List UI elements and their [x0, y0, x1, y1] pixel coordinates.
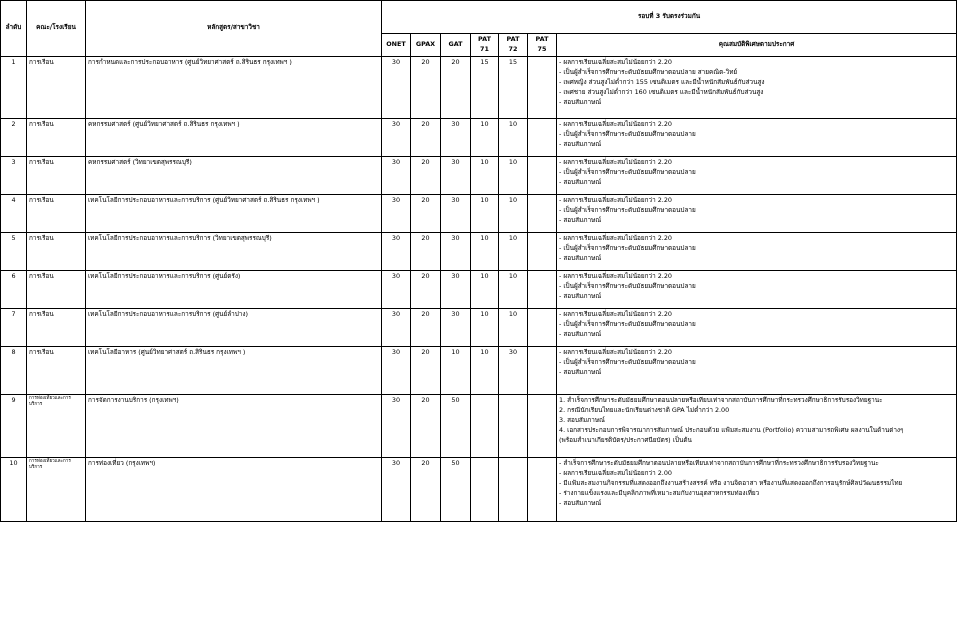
requirement-line: - ร่างกายแข็งแรงและมีบุคลิกภาพที่เหมาะสมกับงานอุตสาหกรรมท่องเที่ยว — [559, 488, 760, 497]
row-score-cell — [528, 457, 557, 521]
row-program: คหกรรมศาสตร์ (วิทยาเขตสุพรรณบุรี) — [86, 156, 382, 194]
row-score-cell — [528, 194, 557, 232]
row-requirements — [557, 394, 957, 457]
requirement-line: - เป็นผู้สำเร็จการศึกษาระดับมัธยมศึกษาตอนปลาย — [559, 205, 696, 214]
table-row — [1, 394, 957, 457]
requirement-line: - สอบสัมภาษณ์ — [559, 215, 602, 224]
row-requirements — [557, 457, 957, 521]
row-score-cell: 20 — [411, 346, 441, 394]
row-requirements — [557, 156, 957, 194]
row-requirements — [557, 270, 957, 308]
requirement-line: - สอบสัมภาษณ์ — [559, 329, 602, 338]
row-faculty: การเรือน — [27, 56, 86, 118]
row-score-cell: 30 — [382, 394, 411, 457]
row-score-cell: 30 — [382, 346, 411, 394]
row-score-cell: 10 — [499, 194, 528, 232]
row-number: 6 — [1, 270, 27, 308]
requirement-line: - เป็นผู้สำเร็จการศึกษาระดับมัธยมศึกษาตอนปลาย — [559, 167, 696, 176]
row-score-cell: 10 — [441, 346, 471, 394]
table-row — [1, 56, 957, 118]
requirement-line: - เพศหญิง ส่วนสูงไม่ต่ำกว่า 155 เซนติเมตร และมีน้ำหนักสัมพันธ์กับส่วนสูง — [559, 77, 765, 86]
requirement-line: - สอบสัมภาษณ์ — [559, 177, 602, 186]
requirement-line: - เป็นผู้สำเร็จการศึกษาระดับมัธยมศึกษาตอนปลาย สายคณิต-วิทย์ — [559, 67, 738, 76]
row-score-cell: 30 — [382, 270, 411, 308]
requirement-line: - สอบสัมภาษณ์ — [559, 291, 602, 300]
table-row — [1, 194, 957, 232]
row-score-cell — [528, 118, 557, 156]
header-no: ลำดับ — [1, 1, 27, 57]
row-score-cell: 30 — [382, 194, 411, 232]
requirement-line: - เป็นผู้สำเร็จการศึกษาระดับมัธยมศึกษาตอนปลาย — [559, 281, 696, 290]
requirement-line: - เป็นผู้สำเร็จการศึกษาระดับมัธยมศึกษาตอนปลาย — [559, 129, 696, 138]
row-number: 7 — [1, 308, 27, 346]
header-score-gpax: GPAX — [411, 34, 441, 57]
row-score-cell: 20 — [411, 156, 441, 194]
row-faculty: การเรือน — [27, 156, 86, 194]
row-requirements — [557, 346, 957, 394]
row-score-cell: 10 — [499, 270, 528, 308]
row-number: 3 — [1, 156, 27, 194]
row-score-cell: 30 — [441, 118, 471, 156]
row-score-cell: 10 — [499, 308, 528, 346]
header-program: หลักสูตร/สาขาวิชา — [86, 1, 382, 57]
header-score-onet: ONET — [382, 34, 411, 57]
row-score-cell — [528, 156, 557, 194]
row-score-cell: 30 — [382, 457, 411, 521]
row-score-cell: 30 — [382, 232, 411, 270]
row-program: การท่องเที่ยว (กรุงเทพฯ) — [86, 457, 382, 521]
row-score-cell: 20 — [411, 270, 441, 308]
requirement-line: - สอบสัมภาษณ์ — [559, 97, 602, 106]
requirement-line: - ผลการเรียนเฉลี่ยสะสมไม่น้อยกว่า 2.20 — [559, 271, 672, 280]
header-requirements: คุณสมบัติพิเศษตามประกาศ — [557, 34, 957, 57]
row-score-cell: 30 — [382, 118, 411, 156]
row-score-cell: 30 — [382, 156, 411, 194]
table-row — [1, 118, 957, 156]
row-program: เทคโนโลยีการประกอบอาหารและการบริการ (ศูนย์วิทยาศาสตร์ ถ.สิรินธร กรุงเทพฯ ) — [86, 194, 382, 232]
row-program: เทคโนโลยีการประกอบอาหารและการบริการ (ศูนย์ลำปาง) — [86, 308, 382, 346]
table-row — [1, 346, 957, 394]
requirement-line: - เป็นผู้สำเร็จการศึกษาระดับมัธยมศึกษาตอนปลาย — [559, 319, 696, 328]
row-number: 8 — [1, 346, 27, 394]
header-score-gat: GAT — [441, 34, 471, 57]
table-row — [1, 232, 957, 270]
requirement-line: - ผลการเรียนเฉลี่ยสะสมไม่น้อยกว่า 2.20 — [559, 119, 672, 128]
row-score-cell: 15 — [471, 56, 499, 118]
row-score-cell — [528, 56, 557, 118]
row-score-cell — [528, 270, 557, 308]
row-requirements — [557, 194, 957, 232]
row-number: 10 — [1, 457, 27, 521]
requirement-line: - ผลการเรียนเฉลี่ยสะสมไม่น้อยกว่า 2.00 — [559, 468, 672, 477]
row-score-cell: 10 — [499, 156, 528, 194]
row-score-cell — [471, 457, 499, 521]
row-score-cell: 10 — [471, 346, 499, 394]
requirement-line: - ผลการเรียนเฉลี่ยสะสมไม่น้อยกว่า 2.20 — [559, 309, 672, 318]
row-score-cell: 20 — [411, 194, 441, 232]
row-score-cell: 10 — [499, 118, 528, 156]
row-score-cell: 10 — [471, 156, 499, 194]
requirement-line: 4. เอกสารประกอบการพิจารณาการสัมภาษณ์ ประกอบด้วย แฟ้มสะสมงาน (Portfolio) ความสามารถพิเศษ ผลงานในด้านต่างๆ — [559, 425, 904, 434]
table-row — [1, 308, 957, 346]
requirement-line: - ผลการเรียนเฉลี่ยสะสมไม่น้อยกว่า 2.20 — [559, 157, 672, 166]
row-program: เทคโนโลยีการประกอบอาหารและการบริการ (วิทยาเขตสุพรรณบุรี) — [86, 232, 382, 270]
row-score-cell — [528, 394, 557, 457]
row-score-cell: 10 — [471, 270, 499, 308]
requirement-line: 2. กรณีนักเรียนไทยและนักเรียนต่างชาติ GPA ไม่ต่ำกว่า 2.00 — [559, 405, 730, 414]
requirement-line: 3. สอบสัมภาษณ์ — [559, 415, 605, 424]
header-score-pat72: PAT 72 — [499, 34, 528, 57]
row-faculty: การเรือน — [27, 118, 86, 156]
row-faculty: การท่องเที่ยวและการบริการ — [27, 457, 86, 521]
row-score-cell: 30 — [441, 308, 471, 346]
row-score-cell — [528, 346, 557, 394]
table-row — [1, 156, 957, 194]
row-requirements — [557, 232, 957, 270]
row-score-cell: 30 — [382, 56, 411, 118]
row-number: 5 — [1, 232, 27, 270]
row-faculty: การเรือน — [27, 232, 86, 270]
row-score-cell: 15 — [499, 56, 528, 118]
table-row — [1, 457, 957, 521]
row-requirements — [557, 308, 957, 346]
row-score-cell — [528, 232, 557, 270]
row-score-cell: 50 — [441, 394, 471, 457]
requirement-line: (พร้อมสำเนาเกียรติบัตร/ประกาศนียบัตร) เป็นต้น — [559, 435, 692, 444]
row-score-cell — [471, 394, 499, 457]
header-round-title: รอบที่ 3 รับตรงร่วมกัน — [382, 1, 957, 34]
row-number: 9 — [1, 394, 27, 457]
requirement-line: - สำเร็จการศึกษาระดับมัธยมศึกษาตอนปลายหรือเทียบเท่าจากสถาบันการศึกษาที่กระทรวงศึกษาธิการรับรองวิทยฐานะ — [559, 458, 879, 467]
row-score-cell: 30 — [441, 194, 471, 232]
header-score-pat75: PAT 75 — [528, 34, 557, 57]
row-score-cell: 20 — [411, 232, 441, 270]
row-number: 4 — [1, 194, 27, 232]
row-program: การกำหนดและการประกอบอาหาร (ศูนย์วิทยาศาสตร์ ถ.สิรินธร กรุงเทพฯ ) — [86, 56, 382, 118]
row-faculty: การเรือน — [27, 194, 86, 232]
requirement-line: - สอบสัมภาษณ์ — [559, 139, 602, 148]
row-requirements — [557, 118, 957, 156]
row-score-cell: 50 — [441, 457, 471, 521]
requirement-line: 1. สำเร็จการศึกษาระดับมัธยมศึกษาตอนปลายหรือเทียบเท่าจากสถาบันการศึกษาที่กระทรวงศึกษาธิการรับรองวิทยฐานะ — [559, 395, 883, 404]
row-score-cell: 10 — [471, 232, 499, 270]
row-program: เทคโนโลยีการประกอบอาหารและการบริการ (ศูนย์ตรัง) — [86, 270, 382, 308]
row-score-cell: 10 — [471, 308, 499, 346]
row-number: 1 — [1, 56, 27, 118]
row-faculty: การเรือน — [27, 270, 86, 308]
row-score-cell — [528, 308, 557, 346]
row-score-cell: 30 — [499, 346, 528, 394]
row-score-cell: 20 — [411, 308, 441, 346]
row-score-cell: 10 — [471, 118, 499, 156]
row-score-cell: 30 — [441, 232, 471, 270]
requirement-line: - สอบสัมภาษณ์ — [559, 253, 602, 262]
table-row — [1, 270, 957, 308]
row-faculty: การเรือน — [27, 308, 86, 346]
requirement-line: - ผลการเรียนเฉลี่ยสะสมไม่น้อยกว่า 2.20 — [559, 195, 672, 204]
row-score-cell: 10 — [499, 232, 528, 270]
header-faculty: คณะ/โรงเรียน — [27, 1, 86, 57]
row-score-cell: 30 — [441, 270, 471, 308]
requirement-line: - ผลการเรียนเฉลี่ยสะสมไม่น้อยกว่า 2.20 — [559, 347, 672, 356]
row-faculty: การท่องเที่ยวและการบริการ — [27, 394, 86, 457]
row-score-cell: 20 — [441, 56, 471, 118]
requirement-line: - เป็นผู้สำเร็จการศึกษาระดับมัธยมศึกษาตอนปลาย — [559, 357, 696, 366]
row-score-cell: 20 — [411, 394, 441, 457]
row-program: การจัดการงานบริการ (กรุงเทพฯ) — [86, 394, 382, 457]
row-faculty: การเรือน — [27, 346, 86, 394]
row-score-cell: 20 — [411, 118, 441, 156]
requirement-line: - สอบสัมภาษณ์ — [559, 498, 602, 507]
header-score-pat71: PAT 71 — [471, 34, 499, 57]
requirement-line: - ผลการเรียนเฉลี่ยสะสมไม่น้อยกว่า 2.20 — [559, 57, 672, 66]
row-requirements — [557, 56, 957, 118]
row-score-cell: 30 — [382, 308, 411, 346]
row-score-cell — [499, 394, 528, 457]
row-score-cell — [499, 457, 528, 521]
requirement-line: - เพศชาย ส่วนสูงไม่ต่ำกว่า 160 เซนติเมตร และมีน้ำหนักสัมพันธ์กับส่วนสูง — [559, 87, 764, 96]
row-score-cell: 20 — [411, 457, 441, 521]
requirement-line: - มีแฟ้มสะสมงานกิจกรรมที่แสดงออกถึงงานสร้างสรรค์ หรือ งานจิตอาสา หรืองานที่แสดงออกถึงการอนุรักษ์ศิลปวัฒนธรรมไทย — [559, 478, 903, 487]
row-score-cell: 20 — [411, 56, 441, 118]
row-number: 2 — [1, 118, 27, 156]
table-body — [1, 56, 957, 521]
row-program: เทคโนโลยีอาหาร (ศูนย์วิทยาศาสตร์ ถ.สิรินธร กรุงเทพฯ ) — [86, 346, 382, 394]
requirement-line: - ผลการเรียนเฉลี่ยสะสมไม่น้อยกว่า 2.20 — [559, 233, 672, 242]
row-score-cell: 10 — [471, 194, 499, 232]
row-program: คหกรรมศาสตร์ (ศูนย์วิทยาศาสตร์ ถ.สิรินธร กรุงเทพฯ ) — [86, 118, 382, 156]
requirement-line: - สอบสัมภาษณ์ — [559, 367, 602, 376]
row-score-cell: 30 — [441, 156, 471, 194]
requirement-line: - เป็นผู้สำเร็จการศึกษาระดับมัธยมศึกษาตอนปลาย — [559, 243, 696, 252]
